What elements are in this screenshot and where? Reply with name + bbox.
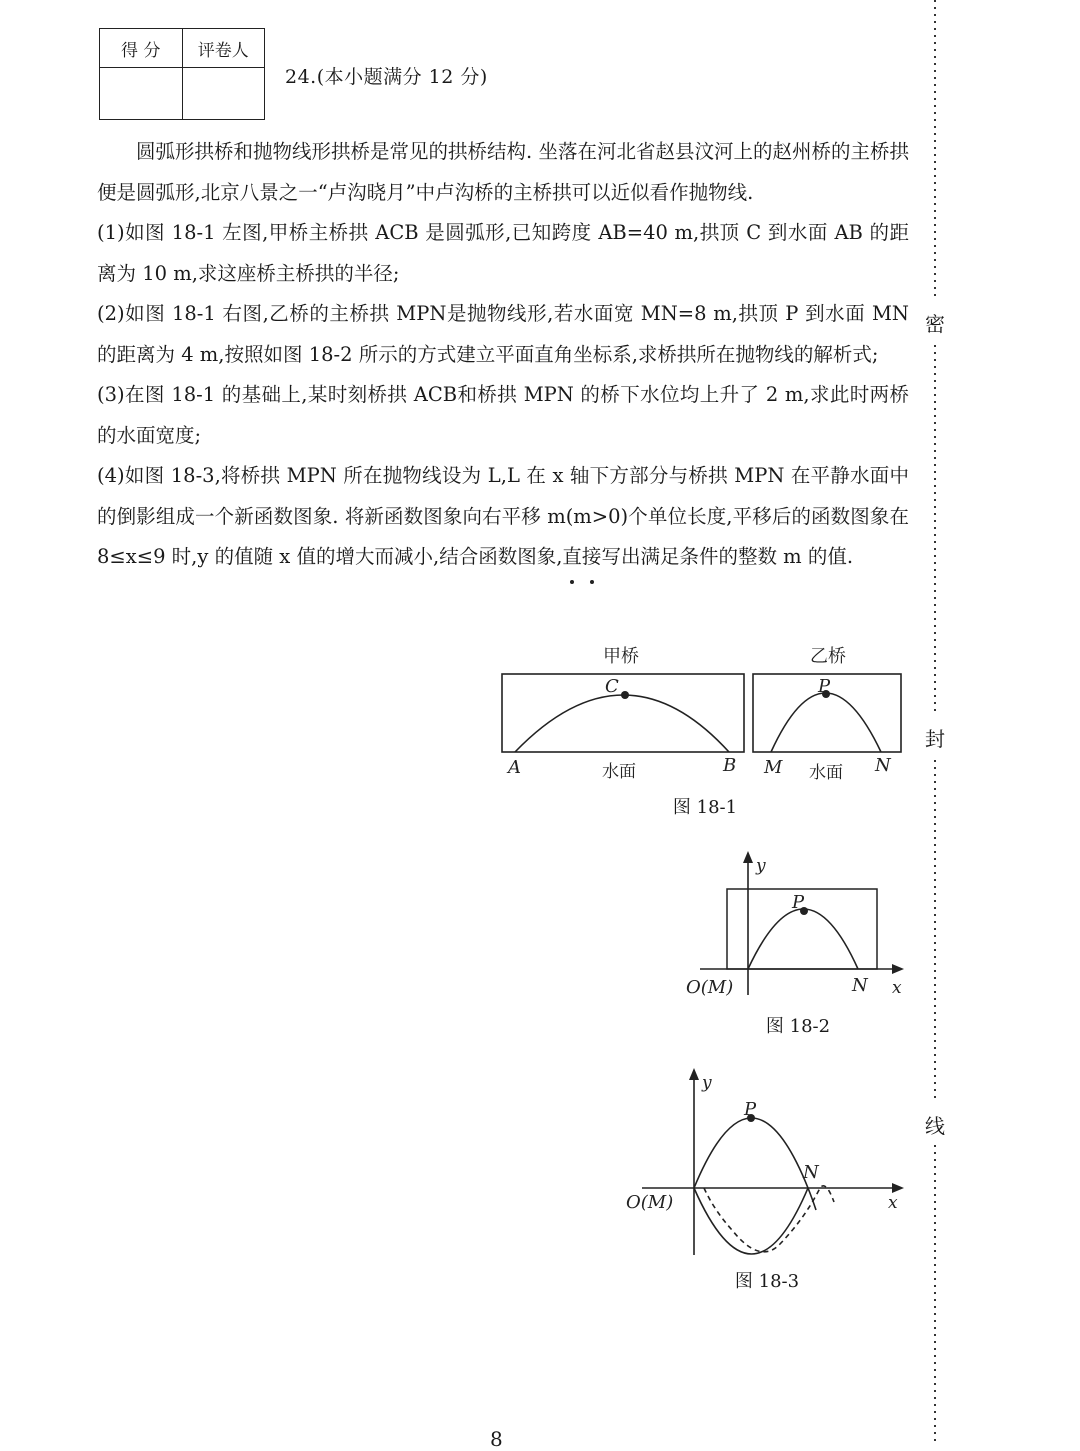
caption-18-2: 图 18-2 [765,1016,831,1037]
figure-18-2 [680,845,920,1005]
y-axis-arrow-18-3 [689,1068,699,1080]
label-p-18-3: P [744,1099,757,1120]
parabola-l [694,1118,808,1188]
water-label-right: 水面 [809,763,843,783]
parabola-mpn [771,693,881,752]
emphasis-char-2: 接 [582,537,602,578]
left-bridge-title: 甲桥 [603,646,639,667]
label-origin-18-2: O(M) [686,977,734,998]
seal-char-xian: 线 [925,1114,945,1138]
caption-18-3: 图 18-3 [734,1271,800,1292]
question-header: 24.(本小题满分 12 分) [285,66,488,88]
water-label-left: 水面 [602,762,636,782]
label-p: P [818,676,831,697]
label-m: M [764,757,783,778]
label-y-axis: y [756,856,766,876]
label-n-18-2: N [852,975,868,996]
label-n-18-3: N [803,1162,819,1183]
parabola-18-2 [748,909,858,969]
right-bridge-title: 乙桥 [810,646,846,667]
label-x-18-2: x [892,978,902,998]
grader-label: 评卷人 [182,29,265,68]
label-a: A [508,757,521,778]
question-part-3: (3)在图 18-1 的基础上,某时刻桥拱 ACB和桥拱 MPN 的桥下水位均上升了 2 m,求此时两桥的水面宽度; [97,383,909,447]
seal-dotted-line [931,0,939,1441]
score-label: 得 分 [100,29,183,68]
label-c: C [605,676,619,697]
score-table [99,28,265,120]
label-n: N [875,755,891,776]
part-4-main: (4)如图 18-3,将桥拱 MPN 所在抛物线设为 L,L 在 x 轴下方部分与桥拱 MPN 在平静水面中的倒影组成一个新函数图象. 将新函数图象向右平移 m(m>0)个单位长度,平移后的函数图象在 8≤x≤9 时,y 的值随 x 值的增大而减小,结合函数图象, [97,464,909,568]
label-p-18-2: P [792,892,805,913]
emphasis-char-1: 直 [562,537,582,578]
point-c [621,691,629,699]
question-part-1: (1)如图 18-1 左图,甲桥主桥拱 ACB 是圆弧形,已知跨度 AB=40 m,拱顶 C 到水面 AB 的距离为 10 m,求这座桥主桥拱的半径; [97,221,909,285]
caption-18-1: 图 18-1 [672,797,738,818]
label-origin-18-3: O(M) [626,1192,674,1213]
seal-char-feng: 封 [925,727,945,751]
page-number: 8 [490,1427,503,1451]
question-body [97,132,909,578]
part-4-end: 写出满足条件的整数 m 的值. [601,545,854,568]
question-intro: 圆弧形拱桥和抛物线形拱桥是常见的拱桥结构. 坐落在河北省赵县汶河上的赵州桥的主桥拱便是圆弧形,北京八景之一“卢沟晓月”中卢沟桥的主桥拱可以近似看作抛物线. [97,140,909,204]
arc-acb [515,695,729,752]
score-cell [100,68,183,120]
left-bridge-frame [502,674,744,752]
label-y-18-3: y [702,1073,712,1093]
shifted-graph-dashed [704,1186,834,1252]
x-axis-arrow [892,964,904,974]
figure-18-3 [620,1060,920,1260]
grader-cell [182,68,265,120]
question-part-2: (2)如图 18-1 右图,乙桥的主桥拱 MPN是抛物线形,若水面宽 MN=8 m,拱顶 P 到水面 MN 的距离为 4 m,按照如图 18-2 所示的方式建立平面直角坐标系,求桥拱所在抛物线的解析式; [97,302,909,366]
label-x-18-3: x [888,1193,898,1213]
x-axis-arrow-18-3 [892,1183,904,1193]
reflection-curve [694,1188,808,1254]
label-b: B [723,755,737,776]
seal-char-mi: 密 [925,312,945,336]
figure-18-1 [495,640,915,790]
y-axis-arrow [743,851,753,863]
question-part-4 [97,456,909,578]
